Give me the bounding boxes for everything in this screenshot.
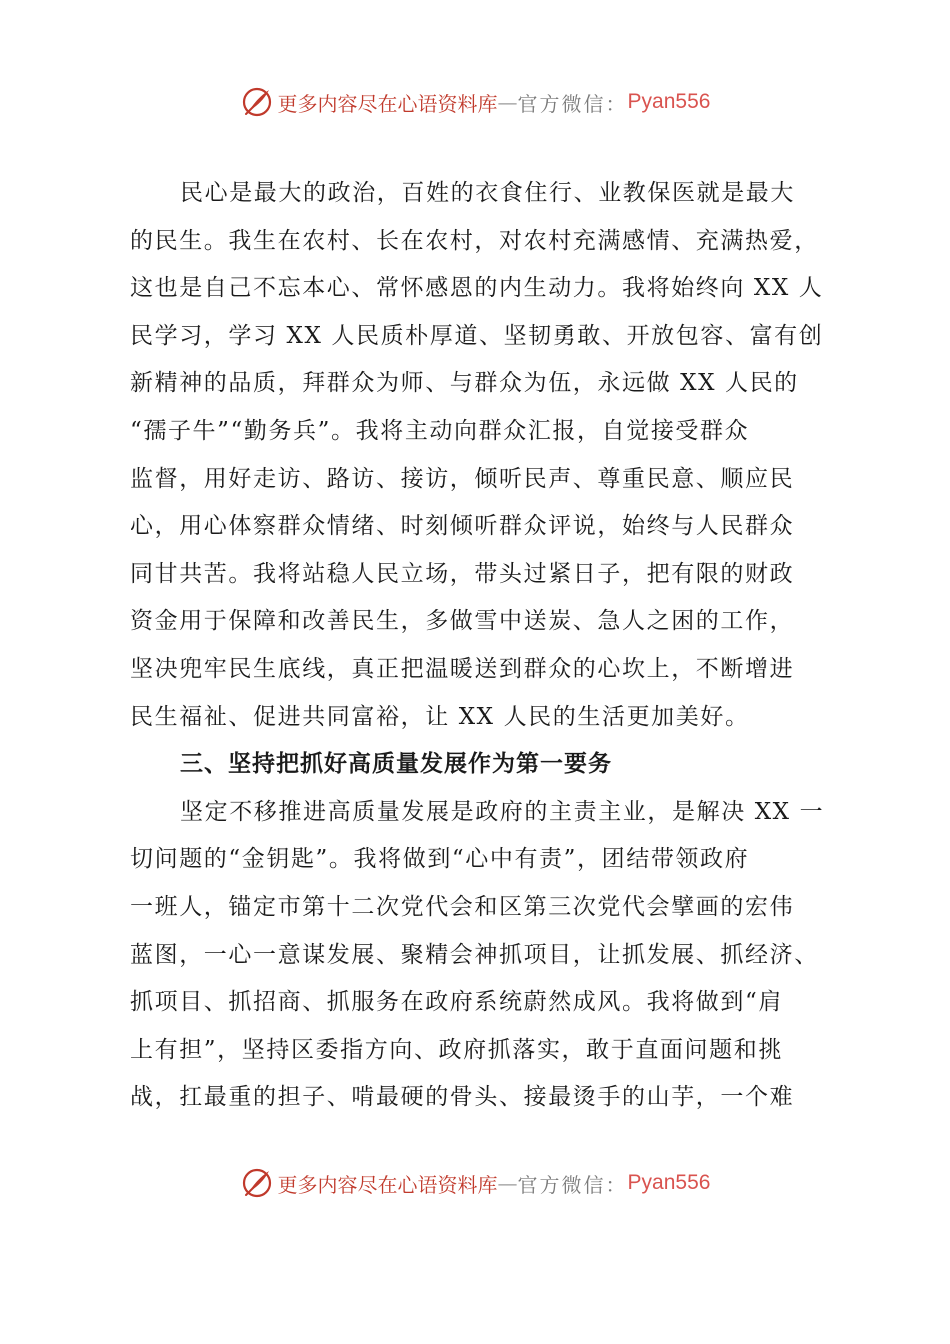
text-line: 上有担”，坚持区委指方向、政府抓落实，敢于直面问题和挑 xyxy=(130,1036,783,1063)
paragraph-people-livelihood xyxy=(130,170,830,741)
text-line: 抓项目、抓招商、抓服务在政府系统蔚然成风。我将做到“肩 xyxy=(130,989,783,1016)
text-line: 战，扛最重的担子、啃最硬的骨头、接最烫手的山芋，一个难 xyxy=(130,1084,795,1111)
text-line: 监督，用好走访、路访、接访，倾听民声、尊重民意、顺应民 xyxy=(130,465,795,492)
watermark-wechat-label: 官方微信： xyxy=(517,1172,628,1197)
watermark-brand: 更多内容尽在心语资料库 xyxy=(277,1172,498,1197)
text-line: 民生福祉、促进共同富裕，让 XX 人民的生活更加美好。 xyxy=(130,703,750,730)
watermark-separator: — xyxy=(497,1171,518,1195)
text-line: 新精神的品质，拜群众为师、与群众为伍，永远做 XX 人民的 xyxy=(130,370,799,397)
paragraph-high-quality-development xyxy=(130,789,830,1122)
section-heading: 三、坚持把抓好高质量发展作为第一要务 xyxy=(180,751,612,778)
text-line: 心，用心体察群众情绪、时刻倾听群众评说，始终与人民群众 xyxy=(130,513,795,540)
watermark-wechat-id: Pyan556 xyxy=(627,90,711,113)
text-line: 这也是自己不忘本心、常怀感恩的内生动力。我将始终向 XX 人 xyxy=(130,275,824,302)
text-line: 坚定不移推进高质量发展是政府的主责主业，是解决 XX 一 xyxy=(180,798,825,825)
document-body xyxy=(130,170,830,1122)
text-line: 民心是最大的政治，百姓的衣食住行、业教保医就是最大 xyxy=(180,180,795,206)
text-line: 民学习，学习 XX 人民质朴厚道、坚韧勇敢、开放包容、富有创 xyxy=(130,322,824,349)
watermark-separator: — xyxy=(497,90,518,114)
text-line: 坚决兜牢民生底线，真正把温暖送到群众的心坎上，不断增进 xyxy=(130,655,795,682)
text-line: 的民生。我生在农村、长在农村，对农村充满感情、充满热爱， xyxy=(130,227,819,254)
header-watermark xyxy=(0,82,950,122)
text-line: 切问题的“金钥匙”。我将做到“心中有责”，团结带领政府 xyxy=(130,846,750,873)
text-line: 一班人，锚定市第十二次党代会和区第三次党代会擘画的宏伟 xyxy=(130,893,795,920)
quill-logo-icon xyxy=(240,1166,274,1200)
text-line: “孺子牛”“勤务兵”。我将主动向群众汇报，自觉接受群众 xyxy=(130,417,750,444)
text-line: 资金用于保障和改善民生，多做雪中送炭、急人之困的工作， xyxy=(130,608,795,635)
footer-watermark xyxy=(0,1163,950,1203)
text-line: 蓝图，一心一意谋发展、聚精会神抓项目，让抓发展、抓经济、 xyxy=(130,941,819,968)
watermark-wechat-id: Pyan556 xyxy=(627,1171,711,1194)
text-line: 同甘共苦。我将站稳人民立场，带头过紧日子，把有限的财政 xyxy=(130,560,795,587)
watermark-brand: 更多内容尽在心语资料库 xyxy=(277,91,498,116)
watermark-wechat-label: 官方微信： xyxy=(517,91,628,116)
quill-logo-icon xyxy=(240,85,274,119)
